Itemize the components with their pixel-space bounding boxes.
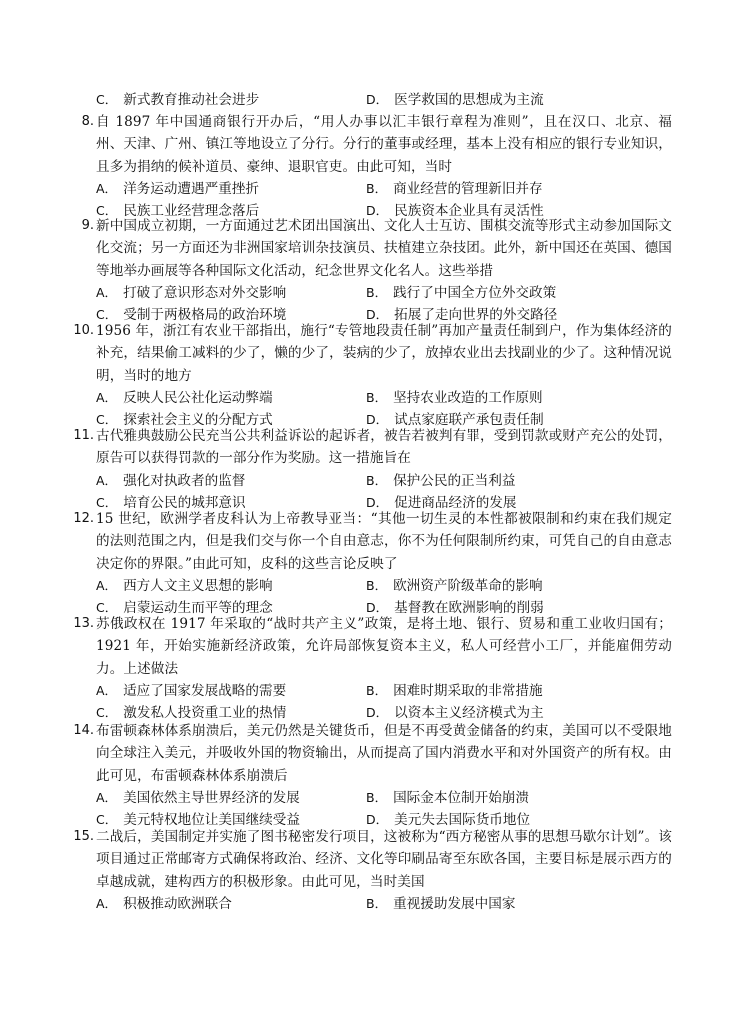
option-text: 民族工业经营理念落后 bbox=[123, 203, 260, 220]
option-text: 保护公民的正当利益 bbox=[393, 472, 516, 489]
option-b bbox=[366, 787, 636, 809]
option-text: 商业经营的管理新旧并存 bbox=[393, 180, 543, 197]
option-text: 困难时期采取的非常措施 bbox=[393, 682, 543, 699]
option-a bbox=[96, 680, 366, 702]
option-letter: D． bbox=[366, 92, 389, 107]
option-a bbox=[96, 282, 366, 304]
question-text: 15 世纪，欧洲学者皮科认为上帝教导亚当：“其他一切生灵的本性都被限制和约束在我们规定的法则范围之内，但是我们交与你一个自由意志，你不为任何限制所约束，可凭自己的自由意志决定你的界限。”由此可知，皮科的这些言论反映了 bbox=[96, 511, 672, 572]
question-number: 11. bbox=[73, 428, 94, 443]
option-b bbox=[366, 178, 636, 200]
option-letter: B． bbox=[366, 472, 388, 488]
option-letter: A． bbox=[96, 472, 118, 488]
option-a bbox=[96, 387, 366, 409]
question-number: 8. bbox=[81, 114, 94, 129]
question-10 bbox=[74, 320, 672, 431]
option-text: 基督教在欧洲影响的削弱 bbox=[394, 600, 544, 617]
option-row bbox=[96, 282, 672, 304]
question-stem bbox=[74, 320, 672, 387]
option-text: 美元失去国际货币地位 bbox=[394, 812, 531, 829]
option-letter: C． bbox=[96, 812, 118, 828]
option-row bbox=[96, 787, 672, 809]
option-text: 欧洲资产阶级革命的影响 bbox=[393, 577, 543, 594]
option-row bbox=[96, 575, 672, 597]
question-stem bbox=[74, 215, 672, 282]
question-9 bbox=[74, 215, 672, 326]
option-letter: D． bbox=[366, 412, 389, 428]
option-text: 美元特权地位让美国继续受益 bbox=[123, 812, 300, 829]
option-a bbox=[96, 470, 366, 492]
option-letter: C． bbox=[96, 494, 118, 510]
option-a bbox=[96, 178, 366, 200]
option-text: 拓展了走向世界的外交路径 bbox=[394, 307, 558, 324]
option-text: 坚持农业改造的工作原则 bbox=[393, 389, 543, 406]
option-letter: B． bbox=[366, 895, 388, 911]
option-text: 强化对执政者的监督 bbox=[123, 472, 246, 489]
option-row bbox=[96, 387, 672, 409]
option-letter: A． bbox=[96, 682, 118, 698]
option-text: 积极推动欧洲联合 bbox=[123, 895, 232, 912]
question-number: 12. bbox=[73, 511, 94, 526]
question-stem bbox=[74, 425, 672, 470]
option-text: 培育公民的城邦意识 bbox=[123, 494, 246, 511]
option-text: 试点家庭联产承包责任制 bbox=[394, 412, 544, 429]
question-14 bbox=[74, 720, 672, 831]
option-letter: B． bbox=[366, 180, 388, 196]
option-letter: B． bbox=[366, 789, 388, 805]
option-text: 以资本主义经济模式为主 bbox=[394, 705, 544, 722]
option-letter: C． bbox=[96, 600, 118, 616]
option-text: 民族资本企业具有灵活性 bbox=[394, 203, 544, 220]
question-text: 二战后，美国制定并实施了图书秘密发行项目，这被称为“西方秘密从事的思想马歇尔计划”。该项目通过正常邮寄方式确保将政治、经济、文化等印刷品寄至东欧各国，主要目标是展示西方的卓越成就，建构西方的积极形象。由此可见，当时美国 bbox=[96, 829, 672, 890]
option-b bbox=[366, 470, 636, 492]
option-row bbox=[96, 89, 672, 111]
option-text: 践行了中国全方位外交政策 bbox=[393, 284, 557, 301]
question-text: 新中国成立初期，一方面通过艺术团出国演出、文化人士互访、围棋交流等形式主动参加国际文化交流；另一方面还为非洲国家培训杂技演员、扶植建立杂技团。此外，新中国还在英国、德国等地举办画展等各种国际文化活动，纪念世界文化名人。这些举措 bbox=[96, 218, 672, 279]
option-text: 美国依然主导世界经济的发展 bbox=[123, 789, 300, 806]
option-letter: B． bbox=[366, 284, 388, 300]
question-15 bbox=[74, 826, 672, 915]
question-number: 15. bbox=[73, 829, 94, 844]
question-stem bbox=[74, 508, 672, 575]
option-text: 国际金本位制开始崩溃 bbox=[393, 789, 530, 806]
option-text: 激发私人投资重工业的热情 bbox=[123, 705, 287, 722]
question-text: 1956 年，浙江有农业干部指出，施行“专管地段责任制”再加产量责任制到户，作为集体经济的补充，结果偷工减料的少了，懒的少了，装病的少了，放掉农业出去找副业的少了。这种情况说明，当时的地方 bbox=[96, 323, 672, 384]
option-a bbox=[96, 575, 366, 597]
option-letter: C． bbox=[96, 92, 118, 107]
option-d bbox=[366, 89, 636, 111]
question-12 bbox=[74, 508, 672, 619]
question-text: 苏俄政权在 1917 年采取的“战时共产主义”政策，是将土地、银行、贸易和重工业收归国有；1921 年，开始实施新经济政策，允许局部恢复资本主义，私人可经营小工厂，并能雇佣劳动力。上述做法 bbox=[96, 616, 672, 677]
option-letter: B． bbox=[366, 682, 388, 698]
question-stem bbox=[74, 613, 672, 680]
option-text: 启蒙运动生而平等的理念 bbox=[123, 600, 273, 617]
option-letter: D． bbox=[366, 600, 389, 616]
option-text: 探索社会主义的分配方式 bbox=[123, 412, 273, 429]
option-letter: A． bbox=[96, 789, 118, 805]
option-b bbox=[366, 387, 636, 409]
option-text: 打破了意识形态对外交影响 bbox=[123, 284, 287, 301]
option-c bbox=[96, 89, 366, 111]
question-options bbox=[74, 680, 672, 725]
question-options bbox=[74, 89, 672, 111]
option-letter: A． bbox=[96, 389, 118, 405]
option-letter: A． bbox=[96, 284, 118, 300]
option-row bbox=[96, 893, 672, 915]
question-stem bbox=[74, 111, 672, 178]
option-letter: C． bbox=[96, 705, 118, 721]
option-text: 重视援助发展中国家 bbox=[393, 895, 516, 912]
question-number: 10. bbox=[73, 323, 94, 338]
question-text: 布雷顿森林体系崩溃后，美元仍然是关键货币，但是不再受黄金储备的约束，美国可以不受限地向全球注入美元，并吸收外国的物资输出，从而提高了国内消费水平和对外国资产的所有权。由此可见，布雷顿森林体系崩溃后 bbox=[96, 723, 672, 784]
option-b bbox=[366, 680, 636, 702]
option-text: 洋务运动遭遇严重挫折 bbox=[123, 180, 259, 197]
option-letter: B． bbox=[366, 389, 388, 405]
question-number: 9. bbox=[81, 218, 94, 233]
option-text: 医学救国的思想成为主流 bbox=[394, 92, 544, 108]
question-text: 古代雅典鼓励公民充当公共利益诉讼的起诉者，被告若被判有罪，受到罚款或财产充公的处罚，原告可以获得罚款的一部分作为奖励。这一措施旨在 bbox=[96, 428, 672, 467]
option-text: 受制于两极格局的政治环境 bbox=[123, 307, 287, 324]
option-b bbox=[366, 575, 636, 597]
option-text: 促进商品经济的发展 bbox=[394, 494, 517, 511]
option-text: 新式教育推动社会进步 bbox=[123, 92, 260, 108]
question-number: 14. bbox=[73, 723, 94, 738]
option-text: 适应了国家发展战略的需要 bbox=[123, 682, 287, 699]
option-letter: A． bbox=[96, 180, 118, 196]
question-options bbox=[74, 787, 672, 832]
option-row bbox=[96, 178, 672, 200]
option-letter: D． bbox=[366, 812, 389, 828]
option-letter: B． bbox=[366, 577, 388, 593]
option-letter: D． bbox=[366, 705, 389, 721]
question-options bbox=[74, 893, 672, 915]
option-letter: C． bbox=[96, 203, 118, 219]
option-letter: D． bbox=[366, 203, 389, 219]
option-text: 西方人文主义思想的影响 bbox=[123, 577, 273, 594]
option-letter: D． bbox=[366, 494, 389, 510]
option-letter: A． bbox=[96, 577, 118, 593]
option-b bbox=[366, 893, 636, 915]
option-letter: C． bbox=[96, 412, 118, 428]
option-a bbox=[96, 893, 366, 915]
option-row bbox=[96, 470, 672, 492]
question-text: 自 1897 年中国通商银行开办后，“用人办事以汇丰银行章程为准则”，且在汉口、北京、福州、天津、广州、镇江等地设立了分行。分行的董事或经理，基本上没有相应的银行专业知识，且多为捐纳的候补道员、豪绅、退职官吏。由此可知，当时 bbox=[96, 114, 672, 175]
option-letter: A． bbox=[96, 895, 118, 911]
question-8 bbox=[74, 111, 672, 222]
option-a bbox=[96, 787, 366, 809]
option-text: 反映人民公社化运动弊端 bbox=[123, 389, 273, 406]
question-stem bbox=[74, 826, 672, 893]
option-row bbox=[96, 680, 672, 702]
question-stem bbox=[74, 720, 672, 787]
option-b bbox=[366, 282, 636, 304]
question-number: 13. bbox=[73, 616, 94, 631]
question-13 bbox=[74, 613, 672, 724]
option-letter: C． bbox=[96, 307, 118, 323]
question-11 bbox=[74, 425, 672, 514]
option-letter: D． bbox=[366, 307, 389, 323]
question-7-tail bbox=[74, 89, 672, 111]
